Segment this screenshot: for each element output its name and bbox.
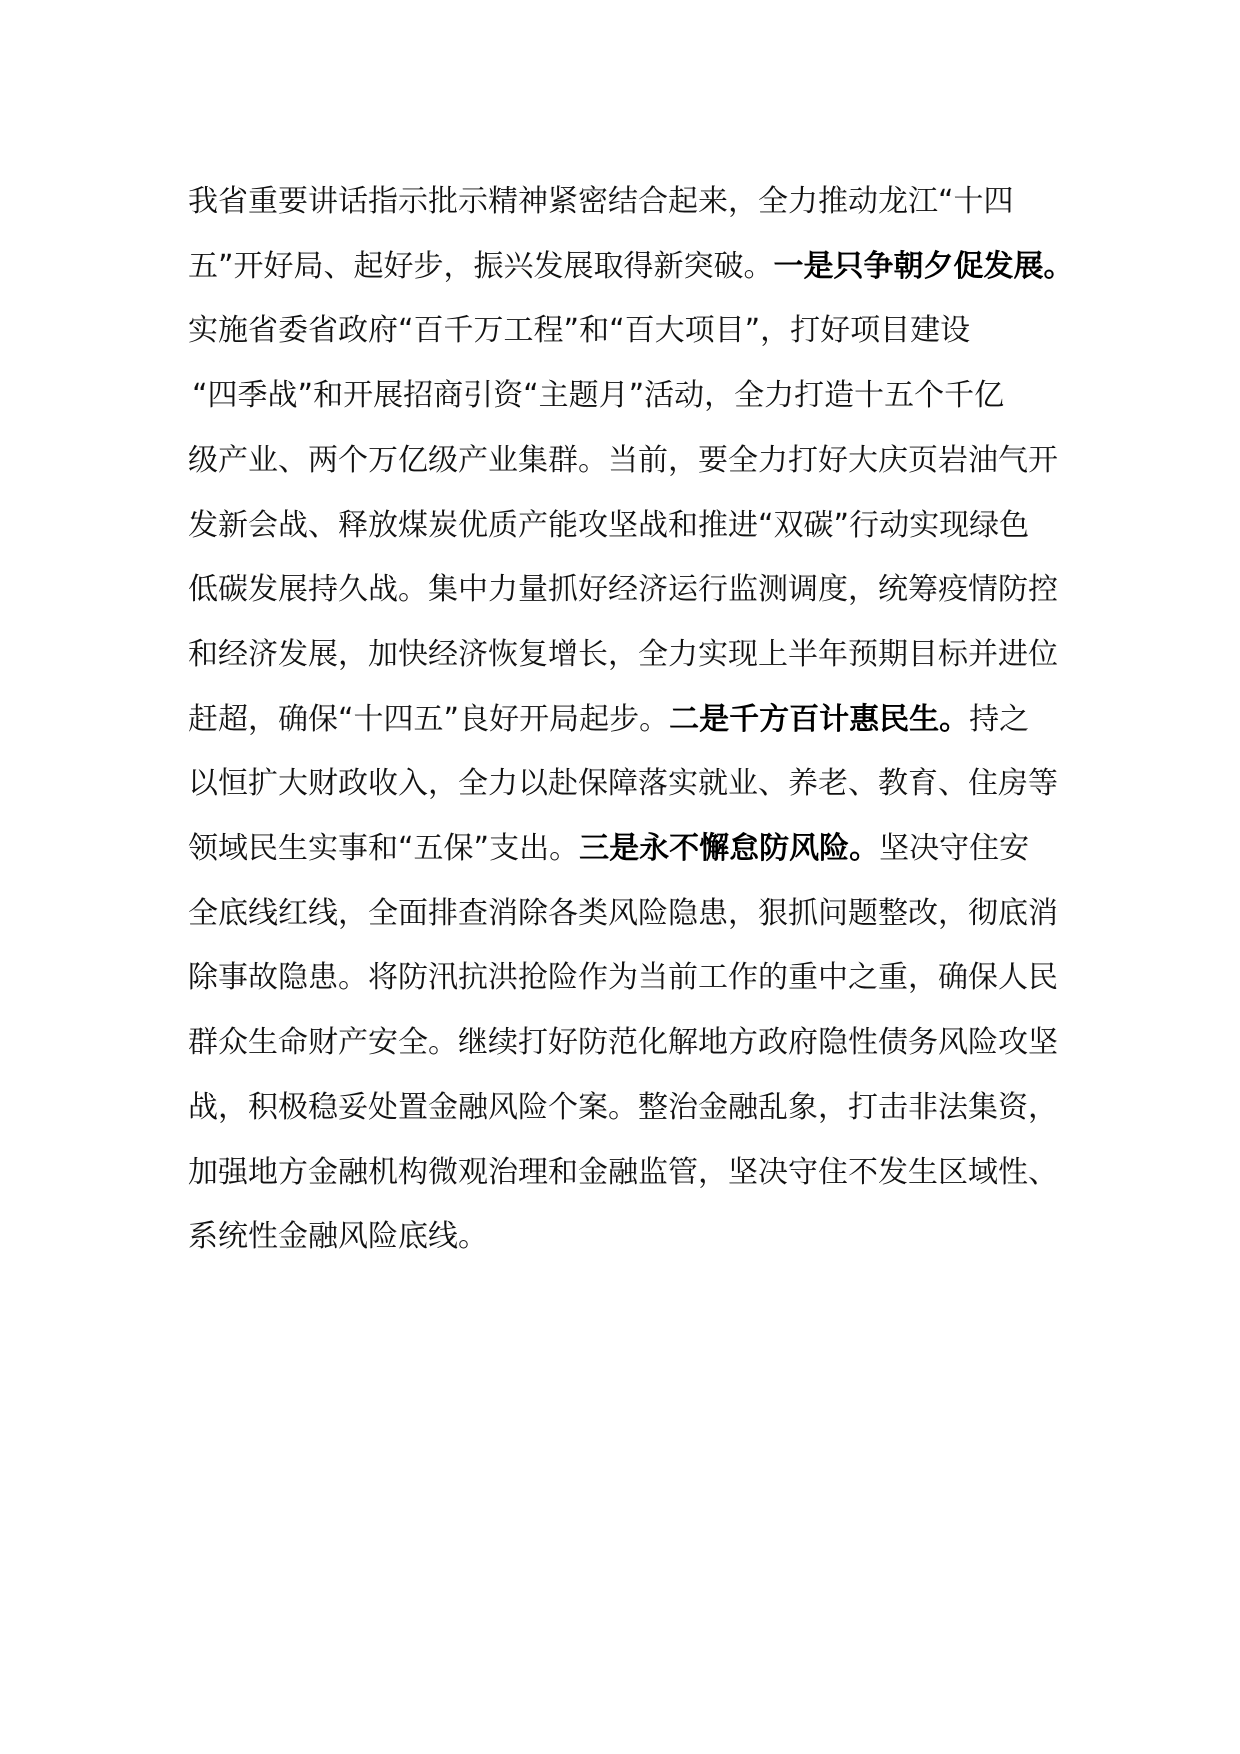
bold-heading-run: 三是永不懈怠防风险。	[579, 831, 880, 867]
body-paragraph	[188, 170, 1074, 1270]
text-line	[188, 558, 1068, 623]
text-run: 和经济发展，加快经济恢复增长，全力实现上半年预期目标并进位	[188, 636, 1058, 672]
text-run: 赶超，确保“十四五”良好开局起步。	[188, 701, 670, 737]
text-run: 持之	[969, 701, 1030, 737]
text-run: 坚决守住安	[879, 831, 1030, 867]
text-run: 加强地方金融机构微观治理和金融监管，坚决守住不发生区域性、	[188, 1154, 1058, 1190]
text-run: “四季战”和开展招商引资“主题月”活动，全力打造十五个千亿	[192, 378, 1005, 414]
text-run: 低碳发展持久战。集中力量抓好经济运行监测调度，统筹疫情防控	[188, 572, 1058, 608]
text-line	[188, 752, 1068, 817]
text-run: 除事故隐患。将防汛抗洪抢险作为当前工作的重中之重，确保人民	[188, 960, 1058, 996]
text-line	[188, 1076, 1068, 1141]
text-run: 战，积极稳妥处置金融风险个案。整治金融乱象，打击非法集资，	[188, 1089, 1058, 1125]
text-line	[188, 1205, 1068, 1270]
text-run: 五”开好局、起好步，振兴发展取得新突破。	[188, 248, 774, 284]
text-run: 实施省委省政府“百千万工程”和“百大项目”，打好项目建设	[188, 313, 971, 349]
text-line	[188, 946, 1068, 1011]
text-run: 级产业、两个万亿级产业集群。当前，要全力打好大庆页岩油气开	[188, 442, 1058, 478]
text-line	[188, 623, 1068, 688]
bold-heading-run: 二是千方百计惠民生。	[669, 701, 970, 737]
text-run: 发新会战、释放煤炭优质产能攻坚战和推进“双碳”行动实现绿色	[188, 507, 1030, 543]
text-line	[188, 299, 1068, 364]
text-run: 领域民生实事和“五保”支出。	[188, 831, 580, 867]
text-line	[188, 429, 1068, 494]
text-line	[188, 1011, 1068, 1076]
text-run: 以恒扩大财政收入，全力以赴保障落实就业、养老、教育、住房等	[188, 766, 1058, 802]
text-run: 群众生命财产安全。继续打好防范化解地方政府隐性债务风险攻坚	[188, 1025, 1058, 1061]
text-line	[188, 235, 1074, 300]
bold-heading-run: 一是只争朝夕促发展。	[773, 248, 1074, 284]
text-run: 全底线红线，全面排查消除各类风险隐患，狠抓问题整改，彻底消	[188, 895, 1058, 931]
text-line	[188, 882, 1068, 947]
text-line	[188, 817, 1068, 882]
text-line	[188, 170, 1068, 235]
text-line	[188, 688, 1068, 753]
text-line	[188, 1141, 1068, 1206]
text-run: 系统性金融风险底线。	[188, 1219, 488, 1255]
text-line	[188, 494, 1068, 559]
text-line	[188, 364, 1068, 429]
text-run: 我省重要讲话指示批示精神紧密结合起来，全力推动龙江“十四	[188, 184, 1014, 219]
